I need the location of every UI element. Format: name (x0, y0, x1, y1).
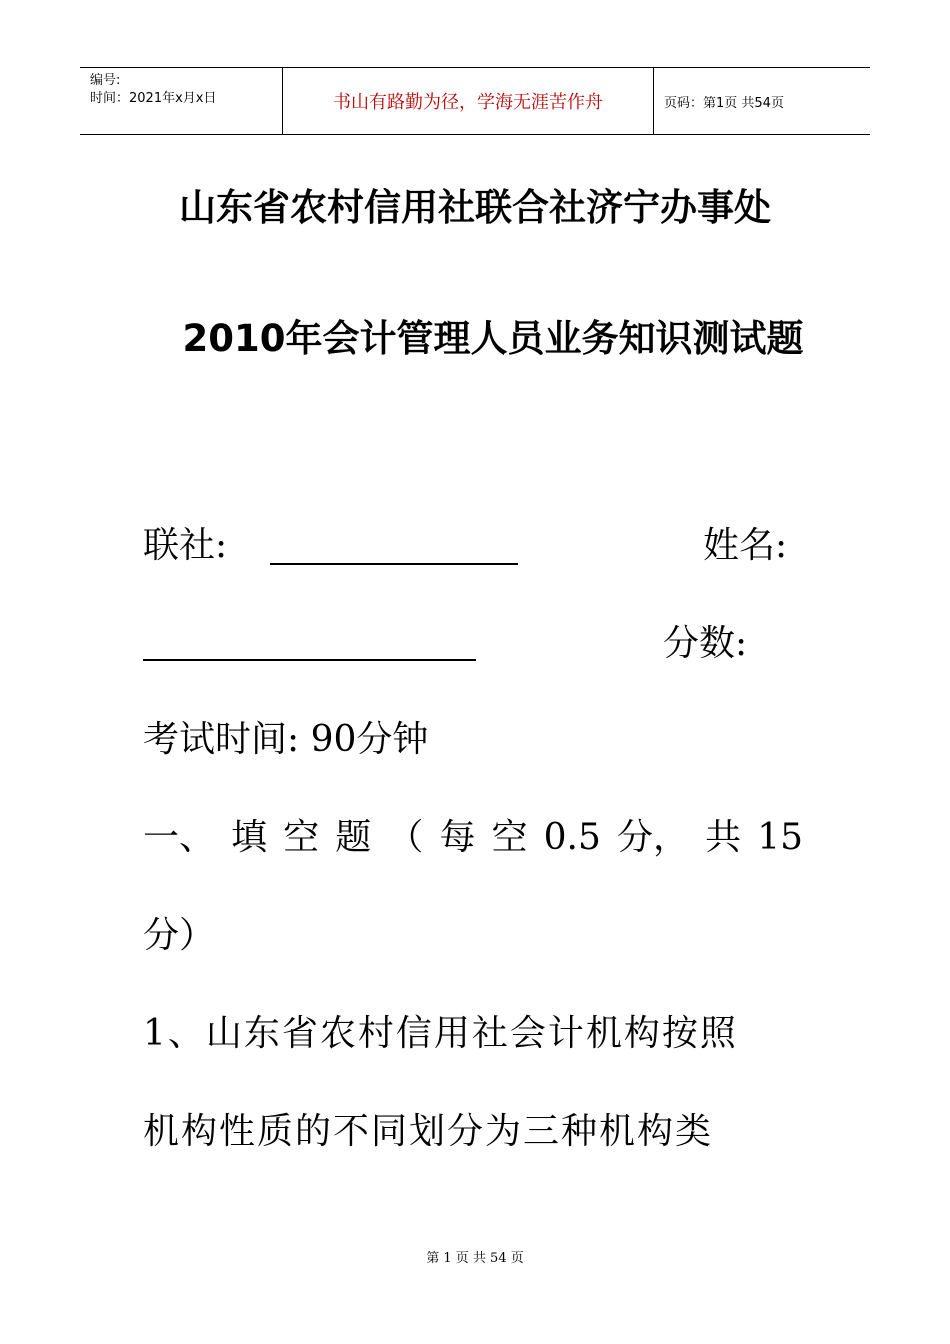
question1-line1: 1、山东省农村信用社会计机构按照 (143, 1013, 738, 1054)
heading-char: 分， (617, 817, 690, 858)
heading-char: 填 (231, 817, 268, 858)
name-blank (143, 659, 476, 661)
score-label: 分数: (663, 623, 748, 664)
header-meta (80, 68, 282, 134)
section-heading-tail: 分） (143, 915, 216, 956)
heading-char: 共 (705, 817, 742, 858)
question1-line2: 机构性质的不同划分为三种机构类 (143, 1111, 714, 1152)
page-footer: 第 1 页 共 54 页 (426, 1251, 524, 1266)
heading-char: 空 (491, 817, 528, 858)
header-motto: 书山有路勤为径，学海无涯苦作舟 (282, 68, 654, 134)
document-title-line2: 2010年会计管理人员业务知识测试题 (182, 317, 804, 360)
heading-char: （ (387, 817, 424, 858)
page-header (80, 67, 870, 135)
union-blank (270, 563, 518, 565)
exam-time: 考试时间: 90分钟 (143, 719, 429, 760)
document-title-line1: 山东省农村信用社联合社济宁办事处 (179, 186, 771, 229)
heading-char: 题 (335, 817, 372, 858)
time-label: 时间：2021年x月x日 (90, 91, 217, 106)
name-label: 姓名: (703, 525, 788, 566)
heading-char: 15 (757, 817, 803, 858)
heading-char: 一、 (143, 817, 216, 858)
heading-char: 每 (439, 817, 476, 858)
section-heading (143, 816, 803, 860)
union-label: 联社: (143, 525, 228, 566)
number-label: 编号: (90, 73, 121, 88)
heading-char: 0.5 (543, 817, 601, 858)
heading-char: 空 (283, 817, 320, 858)
header-page-info: 页码：第1页 共54页 (664, 95, 784, 111)
